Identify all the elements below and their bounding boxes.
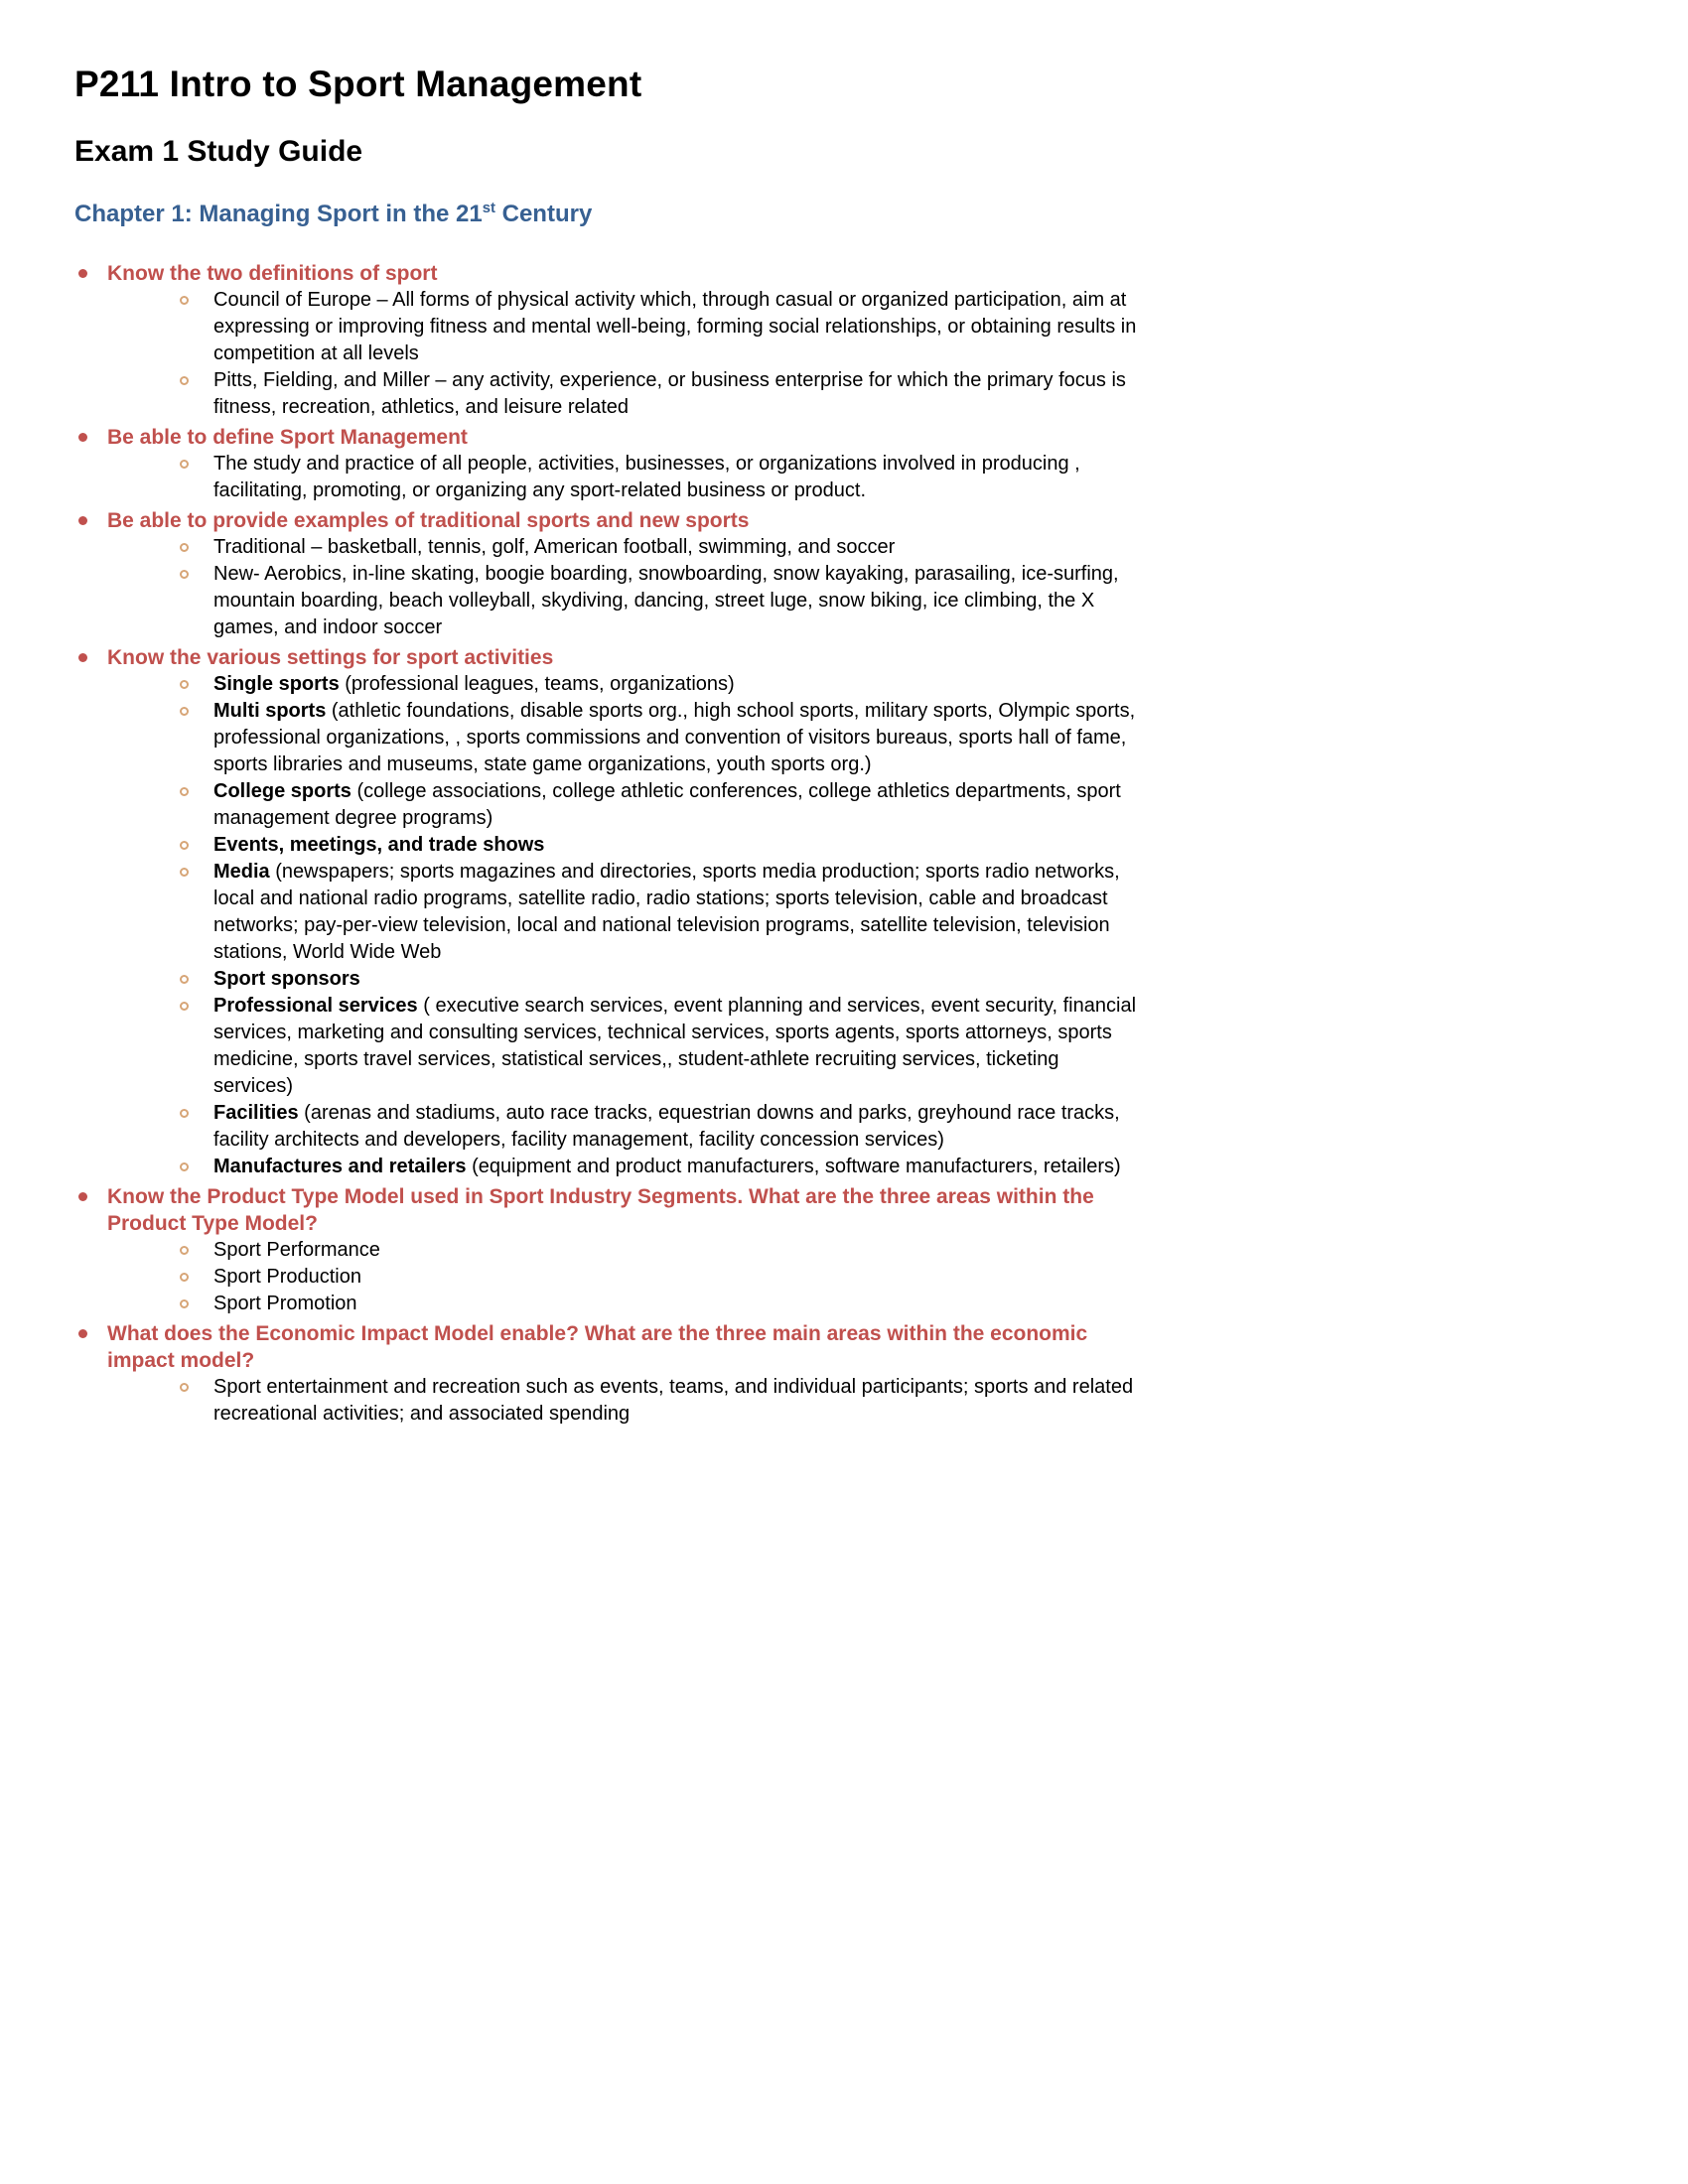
study-section bbox=[74, 424, 1137, 504]
list-item bbox=[74, 832, 1137, 859]
bullet-dot-icon bbox=[78, 653, 87, 662]
list-item-bold: Facilities bbox=[213, 1102, 299, 1124]
list-item-bold: Multi sports bbox=[213, 700, 327, 722]
section-heading-text: Know the Product Type Model used in Sport Industry Segments. What are the three areas within the Product Type Model? bbox=[107, 1185, 1094, 1235]
list-item-text: Sport Performance bbox=[213, 1239, 380, 1261]
bullet-dot-icon bbox=[78, 269, 87, 278]
chapter-heading-suffix: Century bbox=[494, 201, 593, 227]
list-item bbox=[74, 367, 1137, 421]
section-heading bbox=[74, 507, 1137, 534]
bullet-dot-icon bbox=[78, 1329, 87, 1338]
list-item bbox=[74, 1264, 1137, 1291]
section-heading-text: Be able to define Sport Management bbox=[107, 426, 468, 449]
document-title: P211 Intro to Sport Management bbox=[74, 64, 642, 104]
list-item-text: (arenas and stadiums, auto race tracks, equestrian downs and parks, greyhound race tracks, facility architects and developers, facility management, facility concession services) bbox=[213, 1102, 1120, 1151]
circle-bullet-icon bbox=[180, 460, 189, 469]
list-item-bold: Professional services bbox=[213, 995, 418, 1017]
list-item-bold: College sports bbox=[213, 780, 352, 802]
section-heading bbox=[74, 1320, 1137, 1374]
study-section bbox=[74, 644, 1137, 1180]
bullet-dot-icon bbox=[78, 1192, 87, 1201]
circle-bullet-icon bbox=[180, 1299, 189, 1308]
bullet-dot-icon bbox=[78, 433, 87, 442]
list-item bbox=[74, 993, 1137, 1100]
list-item-text: New- Aerobics, in-line skating, boogie boarding, snowboarding, snow kayaking, parasailing, ice-surfing, mountain boarding, beach volleyball, skydiving, dancing, street luge, snow biking, ice climbing, the X games, and indoor soccer bbox=[213, 563, 1119, 638]
section-heading bbox=[74, 260, 1137, 287]
section-heading bbox=[74, 1183, 1137, 1237]
list-item-text: Sport Promotion bbox=[213, 1293, 357, 1314]
bullet-dot-icon bbox=[78, 516, 87, 525]
circle-bullet-icon bbox=[180, 1162, 189, 1171]
list-item bbox=[74, 1237, 1137, 1264]
circle-bullet-icon bbox=[180, 296, 189, 305]
list-item-text: (professional leagues, teams, organizations) bbox=[339, 673, 735, 695]
list-item bbox=[74, 1100, 1137, 1154]
list-item-text: (equipment and product manufacturers, software manufacturers, retailers) bbox=[466, 1156, 1121, 1177]
list-item bbox=[74, 1374, 1137, 1428]
list-item-bold: Manufactures and retailers bbox=[213, 1156, 467, 1177]
list-item bbox=[74, 534, 1137, 561]
circle-bullet-icon bbox=[180, 975, 189, 984]
list-item bbox=[74, 698, 1137, 778]
list-item-text: Traditional – basketball, tennis, golf, American football, swimming, and soccer bbox=[213, 536, 896, 558]
circle-bullet-icon bbox=[180, 1246, 189, 1255]
list-item-text: The study and practice of all people, activities, businesses, or organizations involved in producing , facilitating, promoting, or organizing any sport-related business or product. bbox=[213, 453, 1080, 501]
list-item bbox=[74, 287, 1137, 367]
circle-bullet-icon bbox=[180, 1273, 189, 1282]
list-item bbox=[74, 778, 1137, 832]
circle-bullet-icon bbox=[180, 1109, 189, 1118]
circle-bullet-icon bbox=[180, 680, 189, 689]
list-item-text: (college associations, college athletic conferences, college athletics departments, sport management degree programs) bbox=[213, 780, 1121, 829]
list-item bbox=[74, 561, 1137, 641]
section-heading-text: Know the two definitions of sport bbox=[107, 262, 438, 285]
study-section bbox=[74, 1183, 1137, 1317]
circle-bullet-icon bbox=[180, 1383, 189, 1392]
circle-bullet-icon bbox=[180, 1002, 189, 1011]
circle-bullet-icon bbox=[180, 868, 189, 877]
chapter-heading-superscript: st bbox=[482, 201, 495, 216]
section-heading-text: What does the Economic Impact Model enable? What are the three main areas within the economic impact model? bbox=[107, 1322, 1088, 1372]
list-item-text: Council of Europe – All forms of physical activity which, through casual or organized participation, aim at expressing or improving fitness and mental well-being, forming social relationships, or obtaining results in competition at all levels bbox=[213, 289, 1137, 364]
study-section bbox=[74, 1320, 1137, 1428]
list-item-text: Pitts, Fielding, and Miller – any activity, experience, or business enterprise for which the primary focus is fitness, recreation, athletics, and leisure related bbox=[213, 369, 1126, 418]
list-item-text: ( executive search services, event planning and services, event security, financial services, marketing and consulting services, technical services, sports agents, sports attorneys, sports medicine, sports travel services, statistical services,, student-athlete recruiting services, ticketing services) bbox=[213, 995, 1137, 1097]
circle-bullet-icon bbox=[180, 841, 189, 850]
study-section bbox=[74, 260, 1137, 421]
list-item-text: (newspapers; sports magazines and directories, sports media production; sports radio networks, local and national radio programs, satellite radio, radio stations; sports television, cable and broadcast networks; pay-per-view television, local and national television programs, satellite television, television stations, World Wide Web bbox=[213, 861, 1120, 963]
list-item-bold: Sport sponsors bbox=[213, 968, 360, 990]
chapter-heading-text: Chapter 1: Managing Sport in the 21 bbox=[74, 201, 483, 227]
list-item bbox=[74, 451, 1137, 504]
list-item bbox=[74, 1154, 1137, 1180]
list-item-text: Sport Production bbox=[213, 1266, 361, 1288]
section-heading bbox=[74, 644, 1137, 671]
list-item-bold: Single sports bbox=[213, 673, 340, 695]
list-item-text: Sport entertainment and recreation such as events, teams, and individual participants; sports and related recreational activities; and associated spending bbox=[213, 1376, 1134, 1425]
list-item-bold: Events, meetings, and trade shows bbox=[213, 834, 545, 856]
chapter-heading bbox=[74, 201, 1137, 228]
list-item bbox=[74, 671, 1137, 698]
section-heading-text: Be able to provide examples of traditional sports and new sports bbox=[107, 509, 750, 532]
circle-bullet-icon bbox=[180, 787, 189, 796]
section-heading bbox=[74, 424, 1137, 451]
list-item-text: (athletic foundations, disable sports org., high school sports, military sports, Olympic sports, professional organizations, , sports commissions and convention of visitors bureaus, sports hall of fame, sports libraries and museums, state game organizations, youth sports org.) bbox=[213, 700, 1136, 775]
section-heading-text: Know the various settings for sport activities bbox=[107, 646, 554, 669]
list-item-bold: Media bbox=[213, 861, 270, 883]
list-item bbox=[74, 966, 1137, 993]
study-section bbox=[74, 507, 1137, 641]
circle-bullet-icon bbox=[180, 543, 189, 552]
document-subtitle: Exam 1 Study Guide bbox=[74, 135, 363, 168]
circle-bullet-icon bbox=[180, 707, 189, 716]
document-content bbox=[74, 64, 1137, 1428]
list-item bbox=[74, 1291, 1137, 1317]
list-item bbox=[74, 859, 1137, 966]
circle-bullet-icon bbox=[180, 376, 189, 385]
circle-bullet-icon bbox=[180, 570, 189, 579]
